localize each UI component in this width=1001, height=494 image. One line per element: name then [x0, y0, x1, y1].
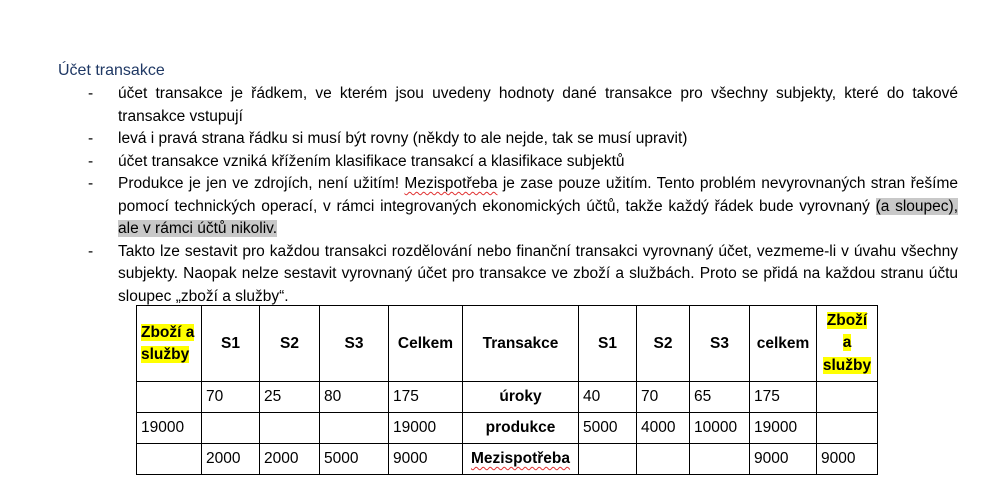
cell-s3-left: 5000	[320, 444, 389, 475]
cell-total-left: 19000	[389, 413, 463, 444]
spellcheck-word: Mezispotřeba	[470, 450, 571, 467]
cell-s1-right	[579, 444, 637, 475]
highlighted-text: (a sloupec), ale v rámci účtů nikoliv.	[118, 197, 959, 237]
bullet-text-part: Produkce je jen ve zdrojích, není užitím!	[118, 175, 405, 192]
header-goods-services-left	[137, 306, 202, 382]
bullet-text	[118, 173, 958, 241]
cell-transaction	[463, 444, 579, 475]
bullet-dash: -	[88, 130, 94, 147]
cell-goods-left	[137, 444, 202, 475]
cell-s3-right: 10000	[690, 413, 750, 444]
cell-s3-left	[320, 413, 389, 444]
cell-total-left: 175	[389, 382, 463, 413]
bullet-text: levá i pravá strana řádku si musí být rovny (někdy to ale nejde, tak se musí upravit)	[118, 130, 688, 147]
bullet-item	[0, 151, 1001, 174]
bullet-text: účet transakce je řádkem, ve kterém jsou uvedeny hodnoty dané transakce pro všechny subjekty, které do takové transakce vstupují	[118, 85, 958, 125]
cell-s2-left: 2000	[260, 444, 320, 475]
table-row	[137, 444, 878, 475]
bullet-item	[0, 128, 1001, 151]
header-total-left: Celkem	[389, 306, 463, 382]
header-s1-left: S1	[202, 306, 260, 382]
header-goods-services-right	[817, 306, 878, 382]
cell-total-left: 9000	[389, 444, 463, 475]
header-s2-right: S2	[637, 306, 690, 382]
bullet-item	[0, 241, 1001, 309]
table-row	[137, 382, 878, 413]
bullet-text: Takto lze sestavit pro každou transakci rozdělování nebo finanční transakci vyrovnaný účet, vezmeme-li v úvahu všechny subjekty. Naopak nelze sestavit vyrovnaný účet pro transakce ve zboží a službách. Proto se přidá na každou stranu účtu sloupec „zboží a služby“.	[118, 242, 958, 305]
highlighted-label: služby	[822, 356, 872, 374]
cell-s2-right: 70	[637, 382, 690, 413]
cell-total-right: 175	[750, 382, 817, 413]
table-row	[137, 413, 878, 444]
header-s2-left: S2	[260, 306, 320, 382]
bullet-dash: -	[88, 85, 94, 102]
cell-s2-right: 4000	[637, 413, 690, 444]
cell-s2-left: 25	[260, 382, 320, 413]
highlighted-label: a	[842, 334, 852, 352]
cell-transaction: produkce	[463, 413, 579, 444]
bullet-dash: -	[88, 242, 94, 260]
cell-s1-right: 40	[579, 382, 637, 413]
cell-goods-right: 9000	[817, 444, 878, 475]
cell-total-right: 9000	[750, 444, 817, 475]
cell-s1-right: 5000	[579, 413, 637, 444]
transaction-account-table	[136, 305, 878, 475]
table-header-row	[137, 306, 878, 382]
cell-s3-right: 65	[690, 382, 750, 413]
cell-s2-right	[637, 444, 690, 475]
header-s3-right: S3	[690, 306, 750, 382]
section-heading: Účet transakce	[58, 62, 165, 79]
cell-goods-right	[817, 413, 878, 444]
bullet-text: účet transakce vzniká křížením klasifikace transakcí a klasifikace subjektů	[118, 152, 625, 170]
highlighted-label: služby	[141, 345, 190, 363]
header-total-right: celkem	[750, 306, 817, 382]
bullet-item	[0, 83, 1001, 128]
bullet-list	[0, 83, 1001, 308]
spellcheck-word: Mezispotřeba	[404, 175, 498, 192]
cell-goods-right	[817, 382, 878, 413]
cell-s1-left: 70	[202, 382, 260, 413]
cell-goods-left	[137, 382, 202, 413]
bullet-dash: -	[88, 175, 94, 192]
cell-s1-left: 2000	[202, 444, 260, 475]
cell-goods-left: 19000	[137, 413, 202, 444]
header-s1-right: S1	[579, 306, 637, 382]
cell-total-right: 19000	[750, 413, 817, 444]
bullet-dash: -	[88, 152, 94, 170]
cell-s3-right	[690, 444, 750, 475]
highlighted-label: Zboží a	[141, 323, 195, 341]
bullet-item	[0, 173, 1001, 241]
cell-s2-left	[260, 413, 320, 444]
bullet-text-part: je zase pouze užitím. Tento problém nevyrovnaných stran řešíme pomocí technických operací, v rámci integrovaných ekonomických účtů, takže každý řádek bude vyrovnaný	[118, 175, 958, 215]
header-transaction: Transakce	[463, 306, 579, 382]
header-s3-left: S3	[320, 306, 389, 382]
highlighted-label: Zboží	[826, 311, 868, 329]
cell-s3-left: 80	[320, 382, 389, 413]
cell-transaction: úroky	[463, 382, 579, 413]
cell-s1-left	[202, 413, 260, 444]
